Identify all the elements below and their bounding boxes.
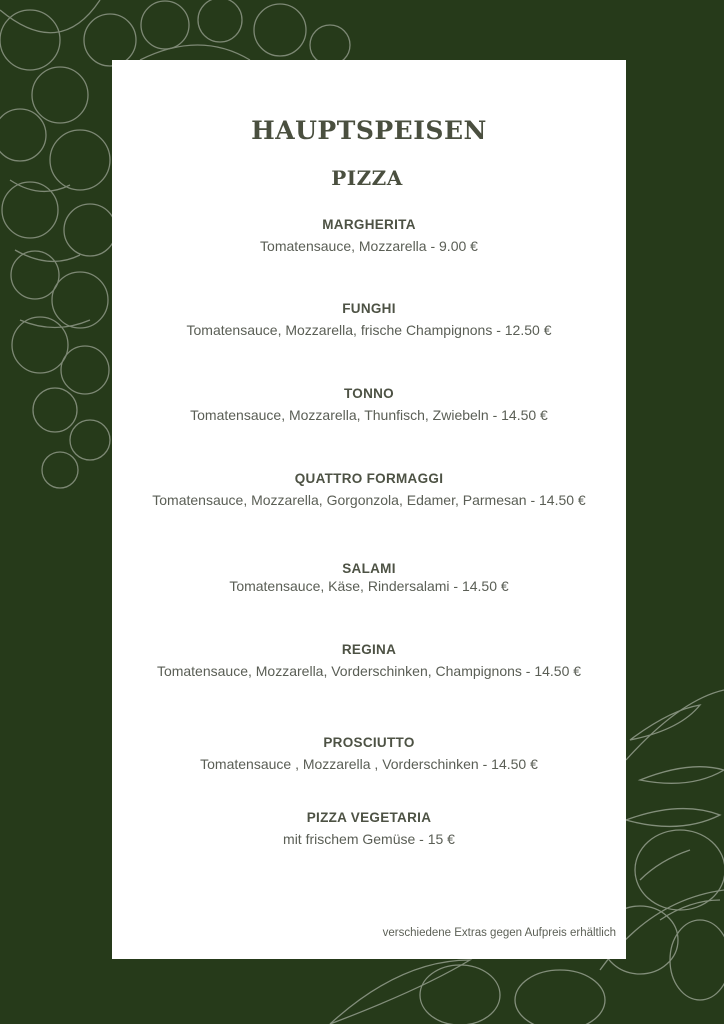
- menu-item-margherita: [92, 216, 646, 256]
- menu-item-description: mit frischem Gemüse - 15 €: [283, 831, 455, 847]
- menu-item-name: TONNO: [343, 386, 394, 401]
- menu-item-name: FUNGHI: [342, 301, 396, 316]
- menu-item-name: QUATTRO FORMAGGI: [294, 471, 444, 486]
- menu-item-description: Tomatensauce, Mozzarella, frische Champignons - 12.50 €: [186, 322, 552, 338]
- menu-subtitle: PIZZA: [331, 166, 403, 190]
- menu-item-description: Tomatensauce, Mozzarella, Gorgonzola, Edamer, Parmesan - 14.50 €: [152, 492, 586, 508]
- menu-item-description: Tomatensauce, Mozzarella, Thunfisch, Zwiebeln - 14.50 €: [190, 407, 548, 423]
- menu-card: [112, 60, 626, 959]
- menu-item-name: SALAMI: [342, 561, 396, 576]
- menu-item-description: Tomatensauce, Käse, Rindersalami - 14.50 €: [229, 578, 509, 594]
- extras-footnote: verschiedene Extras gegen Aufpreis erhältlich: [382, 927, 616, 939]
- menu-item-description: Tomatensauce , Mozzarella , Vorderschinken - 14.50 €: [200, 756, 538, 772]
- menu-title: HAUPTSPEISEN: [251, 116, 487, 145]
- menu-item-name: PROSCIUTTO: [323, 735, 415, 750]
- menu-item-name: PIZZA VEGETARIA: [306, 810, 432, 825]
- menu-item-regina: [92, 641, 646, 681]
- menu-item-funghi: [92, 300, 646, 340]
- menu-item-pizza-vegetaria: [92, 809, 646, 849]
- menu-item-name: MARGHERITA: [322, 217, 416, 232]
- menu-item-description: Tomatensauce, Mozzarella, Vorderschinken, Champignons - 14.50 €: [156, 663, 582, 679]
- menu-item-salami: [92, 560, 646, 596]
- menu-item-quattro-formaggi: [92, 470, 646, 510]
- menu-item-prosciutto: [92, 734, 646, 774]
- menu-item-tonno: [92, 385, 646, 425]
- menu-item-name: REGINA: [341, 642, 397, 657]
- menu-item-description: Tomatensauce, Mozzarella - 9.00 €: [260, 238, 478, 254]
